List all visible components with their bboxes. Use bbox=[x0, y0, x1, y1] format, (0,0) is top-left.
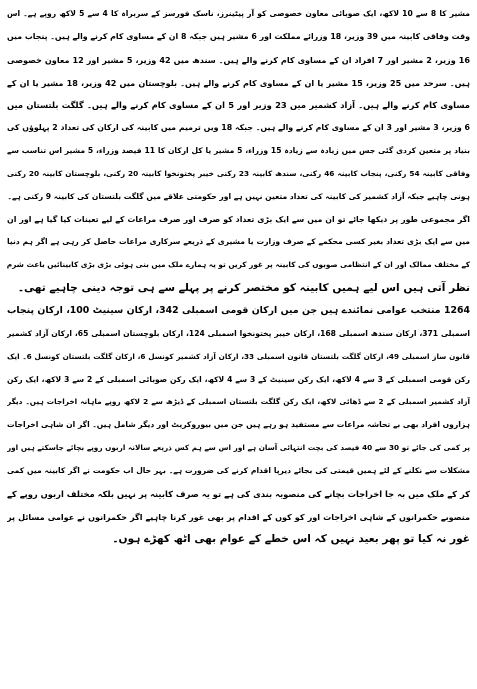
text-line: مشیر کا 8 سے 10 لاکھ، ایک صوبائی معاون خصوصی کو آر پیٹینرز، ناسک فورسز کے سربراہ کا 4 سے 5 لاکھ روپے ہے۔ اس bbox=[7, 9, 470, 18]
paragraph-privileges bbox=[7, 209, 470, 300]
text-line: ہزاروں افراد بھی بے تحاشہ مراعات سے مستفید ہو رہے ہیں جن میں بیوروکریٹ اور دیگر شامل ہیں۔ اگر ان شاہی اخراجات bbox=[7, 420, 470, 430]
text-line: اسمبلی 371، ارکان سندھ اسمبلی 168، ارکان خیبر پختونخوا اسمبلی 124، ارکان بلوچستان اسمبلی 65، ارکان آزاد کشمیر bbox=[7, 328, 470, 338]
text-line: 16 وزیر، 2 مشیر اور 7 افراد ان کے مساوی کام کرنے والے ہیں۔ سندھ میں 42 وزیر، 5 مشیر اور 12 معاون خصوصی bbox=[7, 54, 470, 65]
text-line: ہیں۔ سرحد میں 25 وزیر، 15 مشیر یا ان کے مساوی کام کرنے والے ہیں۔ بلوچستان میں 42 وزیر، 18 مشیر یا ان کے bbox=[7, 77, 470, 88]
text-line: منصوبے حکمرانوں کے شاہی اخراجات اور کو کوں کے اقدام پر بھی غور کرنا چاہیے اگر حکمرانوں نے عوامی مسائل پر bbox=[7, 511, 470, 522]
text-line: 1264 منتخب عوامی نمائندے ہیں جن میں ارکان قومی اسمبلی 342، ارکان سینیٹ 100، ارکان پنجاب bbox=[7, 304, 470, 316]
text-line: غور نہ کیا تو پھر بعید نہیں کہ اس خطے کے عوام بھی اٹھ کھڑے ہوں۔ bbox=[112, 533, 470, 546]
text-line: وقت وفاقی کابینہ میں 39 وزیر، 18 وزرائے مملکت اور 6 مشیر ہیں جبکہ 8 ان کے مساوی کام کرنے والے ہیں۔ پنجاب میں bbox=[7, 31, 470, 41]
text-line: پر کمی کی جائے تو 30 سے 40 فیصد کی بچت انتہائی آسان ہے اور اس سے ہم کس ذریعے سالانہ اربوں روپے بچائے جاسکتے ہیں اور bbox=[7, 443, 470, 453]
paragraph-representatives bbox=[7, 300, 470, 551]
text-line: 6 وزیر، 3 مشیر اور 3 ان کے مساوی کام کرنے والے ہیں۔ جبکہ 18 ویں ترمیم میں کابینہ کی ارکان کی تعداد 2 پہلوؤں کی bbox=[7, 123, 470, 133]
text-line: نظر آتی ہیں اس لیے ہمیں کابینہ کو مختصر کرنے پر پہلے سے ہی توجہ دینی چاہیے تھی۔ bbox=[17, 282, 470, 295]
paragraph-cabinet-size bbox=[7, 3, 470, 209]
text-line: رکن قومی اسمبلی کے 3 سے 4 لاکھ، ایک رکن سینیٹ کے 3 سے 4 لاکھ، ایک رکن صوبائی اسمبلی کے 2 سے 3 لاکھ، ایک رکن bbox=[7, 374, 470, 384]
text-line: ہونی چاہیے جبکہ آزاد کشمیر کی کابینہ کی تعداد متعین نہیں ہے اور حکومتی علاقے میں گلگت بلتستان کی کابینہ 9 رکنی ہے۔ bbox=[7, 191, 470, 201]
text-line: مشکلات سے نکلنے کے لئے ہمیں قیمتی کی بجائے دیرپا اقدام کرنے کی ضرورت ہے۔ بہر حال اب حکومت نے اگر کابینہ میں کمی bbox=[7, 465, 470, 475]
text-line: آزاد کشمیر اسمبلی کے 2 سے ڈھائی لاکھ، ایک رکن گلگت بلتستان اسمبلی کے ڈیڑھ سے 2 لاکھ روپے ماہانہ اخراجات ہیں۔ دیگر bbox=[7, 397, 470, 407]
text-line: مساوی کام کرنے والے ہیں۔ آزاد کشمیر میں 23 وزیر اور 5 ان کے مساوی کام کرنے والے ہیں۔ گلگت بلتستان میں bbox=[7, 100, 470, 111]
text-line: قانون ساز اسمبلی 49، ارکان گلگت بلتستان قانون اسمبلی 33، ارکان آزاد کشمیر کونسل 6، ارکان گلگت بلتستان کونسل 6۔ ایک bbox=[7, 351, 470, 361]
text-line: بنیاد پر متعین کردی گئی جس میں زیادہ سے زیادہ 15 وزراء، 5 مشیر یا کل ارکان کا 11 فیصد وزراء، 5 مشیر اس تناسب سے bbox=[7, 146, 470, 156]
text-line: وفاقی کابینہ 54 رکنی، پنجاب کابینہ 46 رکنی، سندھ کابینہ 23 رکنی خیبر پختونخوا کابینہ 20 رکنی، بلوچستان کابینہ 20 رکنی bbox=[7, 168, 470, 178]
text-line: کر کے ملک میں بہ جا اخراجات بچانے کی منصوبہ بندی کی ہے تو یہ صرف کابینہ پر نہیں بلکہ مختلف اربوں روپے کے bbox=[7, 488, 470, 499]
text-line: کے مختلف ممالک اور ان کے انتظامی صوبوں کی کابینہ پر غور کریں تو یہ ہمارے ملک میں بنی ہوئی بڑی بڑی کابینائیں باعث شرم bbox=[7, 260, 470, 270]
text-line: میں سے ایک بڑی تعداد بغیر کسی محکمے کے صرف وزارت یا مشیری کے ذریعے سرکاری مراعات حاصل کر رہی ہے اگر ہم دنیا bbox=[7, 237, 470, 247]
text-line: اگر مجموعی طور پر دیکھا جائے تو ان میں سے ایک بڑی تعداد کو صرف اور صرف مراعات کے لیے تعینات کیا گیا ہے اور ان bbox=[7, 214, 470, 224]
